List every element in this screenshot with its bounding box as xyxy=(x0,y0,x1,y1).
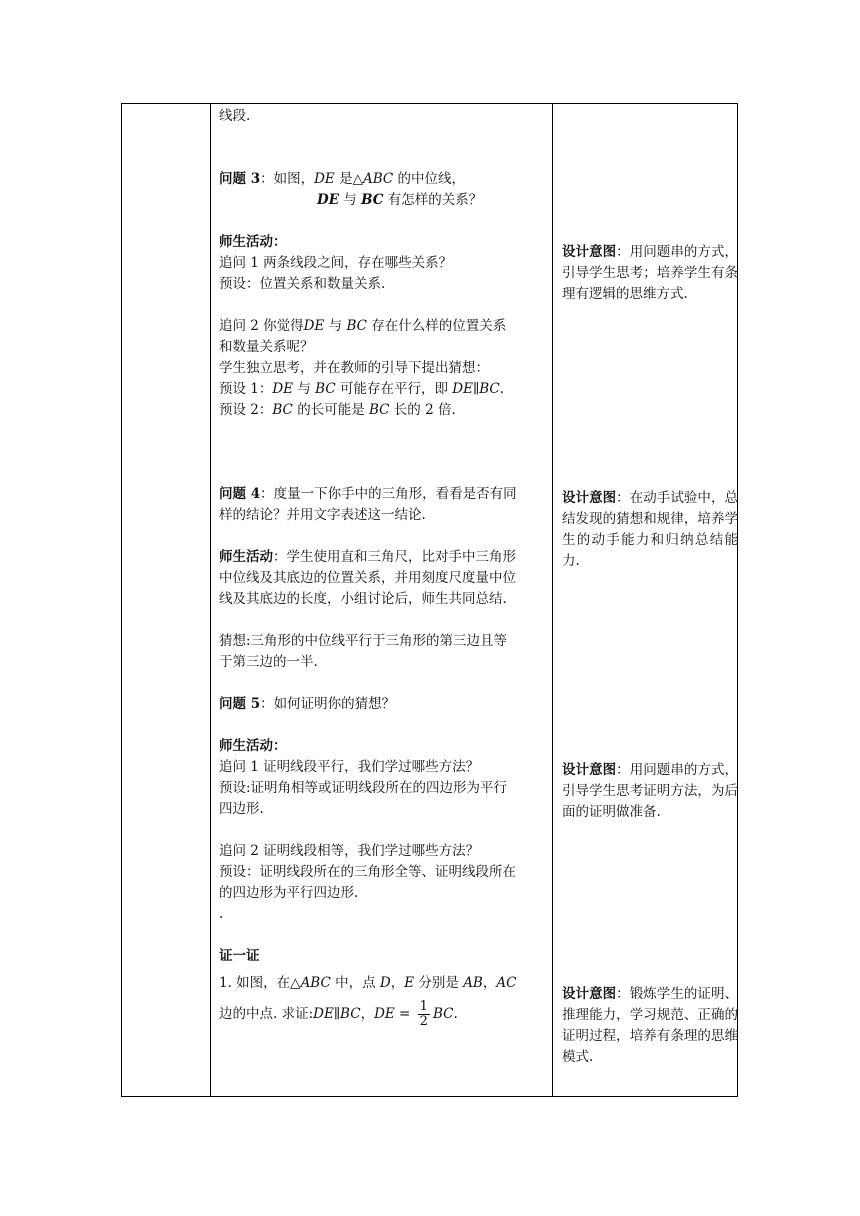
guide-question-2: 追问 2 证明线段相等，我们学过哪些方法？ xyxy=(219,843,480,859)
follow-up-2: 追问 2 你觉得DE 与 BC 存在什么样的位置关系 xyxy=(219,318,507,334)
lesson-table xyxy=(121,103,738,1097)
design-intent-3: 设计意图：用问题串的方式，引导学生思考证明方法，为后面的证明做准备. xyxy=(562,762,739,820)
follow-up-1: 追问 1 两条线段之间，存在哪些关系？ xyxy=(219,255,453,271)
teacher-activity-heading-3: 师生活动： xyxy=(219,738,287,754)
question-3-line2: DE 与 BC 有怎样的关系？ xyxy=(317,192,483,208)
teacher-activity-2: 师生活动：学生使用直和三角尺，比对手中三角形 xyxy=(219,549,516,565)
teacher-activity-heading-1: 师生活动： xyxy=(219,234,287,250)
teacher-activity-2-line3: 线及其底边的长度，小组讨论后，师生共同总结. xyxy=(219,591,507,607)
conjecture: 猜想:三角形的中位线平行于三角形的第三边且等 xyxy=(219,633,508,649)
top-fragment: 线段. xyxy=(219,108,251,124)
design-intent-2: 设计意图：在动手试验中，总结发现的猜想和规律，培养学生的动手能力和归纳总结能力. xyxy=(562,490,739,569)
question-4: 问题 4：度量一下你手中的三角形，看看是否有同 xyxy=(219,486,517,502)
teacher-activity-2-line2: 中位线及其底边的位置关系，并用刻度尺度量中位 xyxy=(219,570,516,586)
preset-1: 预设：位置关系和数量关系. xyxy=(219,276,386,292)
stray-dot: . xyxy=(219,906,224,922)
fraction-one-half: $\frac{1}{2}$ xyxy=(419,999,428,1029)
column-divider-left xyxy=(210,104,211,1096)
design-intent-1: 设计意图：用问题串的方式，引导学生思考；培养学生有条理有逻辑的思维方式. xyxy=(562,244,739,302)
proof-title: 证一证 xyxy=(219,948,260,964)
question-3: 问题 3：如图，DE 是△ABC 的中位线， xyxy=(219,171,466,187)
student-thinking: 学生独立思考，并在教师的引导下提出猜想： xyxy=(219,360,489,376)
guide-question-1: 追问 1 证明线段平行，我们学过哪些方法？ xyxy=(219,759,480,775)
conjecture-line2: 于第三边的一半. xyxy=(219,654,318,670)
follow-up-2-line2: 和数量关系呢？ xyxy=(219,339,314,355)
proof-statement-line2: 边的中点. 求证:DE∥BC，DE = $\frac{1}{2}$ BC. xyxy=(219,999,458,1029)
design-intent-4: 设计意图：锻炼学生的证明、推理能力，学习规范、正确的证明过程，培养有条理的思维模式. xyxy=(562,986,739,1065)
column-divider-right xyxy=(552,104,553,1096)
guide-preset-2-line2: 的四边形为平行四边形. xyxy=(219,885,359,901)
process-column xyxy=(219,106,549,1029)
guide-preset-1-line2: 四边形. xyxy=(219,801,264,817)
proof-statement: 1. 如图，在△ABC 中，点 D，E 分别是 AB，AC xyxy=(219,975,517,991)
question-5: 问题 5：如何证明你的猜想？ xyxy=(219,696,396,712)
preset-b: 预设 2：BC 的长可能是 BC 长的 2 倍. xyxy=(219,402,456,418)
question-4-line2: 样的结论？并用文字表述这一结论. xyxy=(219,507,426,523)
guide-preset-1: 预设:证明角相等或证明线段所在的四边形为平行 xyxy=(219,780,508,796)
preset-a: 预设 1：DE 与 BC 可能存在平行，即 DE∥BC. xyxy=(219,381,504,397)
guide-preset-2: 预设：证明线段所在的三角形全等、证明线段所在 xyxy=(219,864,516,880)
